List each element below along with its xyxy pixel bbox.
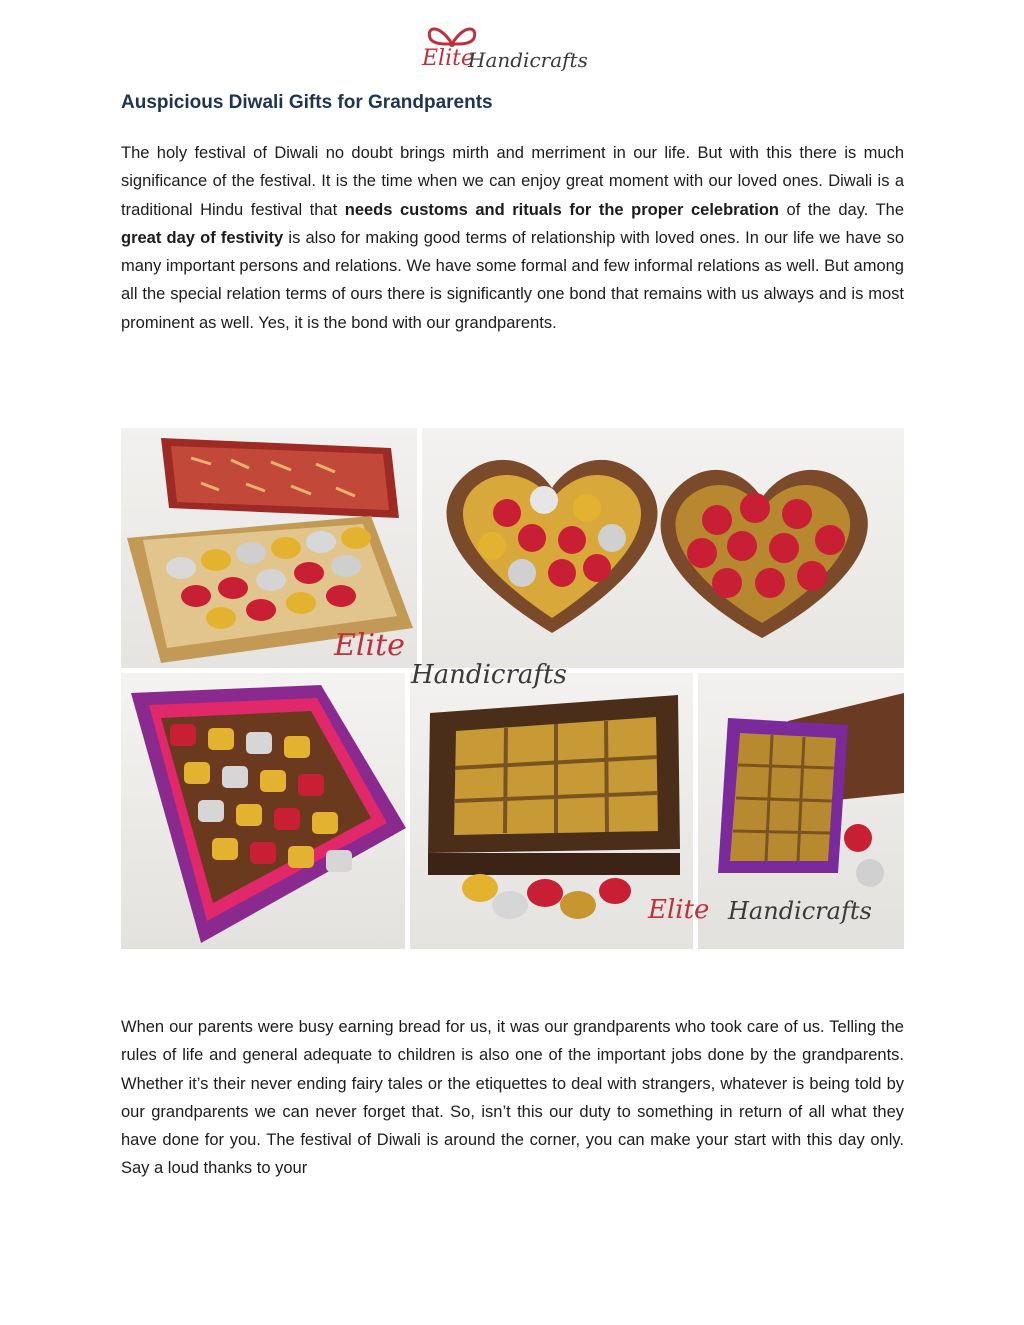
photo-purple-box	[121, 673, 405, 949]
intro-text-3: is also for making good terms of relationship with loved ones. In our life we have so many important persons and relations. We have some formal and few informal relations as well. But among all the special relation terms of ours there is significantly one bond that remains with us always and is most prominent as well. Yes, it is the bond with our grandparents.	[121, 228, 904, 332]
chocolate-piece	[208, 728, 234, 750]
chocolate-piece	[184, 762, 210, 784]
chocolate-piece	[284, 736, 310, 758]
chocolate-piece	[198, 800, 224, 822]
chocolate-piece	[260, 770, 286, 792]
collage-watermark-1-handicrafts: Handicrafts	[411, 660, 567, 690]
chocolate-piece	[246, 732, 272, 754]
page-title: Auspicious Diwali Gifts for Grandparents	[121, 92, 493, 113]
brand-logo	[410, 18, 590, 84]
body-paragraph: When our parents were busy earning bread for us, it was our grandparents who took care of us. Telling the rules of life and general adequate to children is also one of the important jobs done by the grandparents. Whether it’s their never ending fairy tales or the etiquettes to deal with strangers, whatever is being told by our grandparents we can never forget that. So, isn’t this our duty to something in return of all what they have done for you. The festival of Diwali is around the corner, you can make your start with this day only. Say a loud thanks to your	[121, 1018, 904, 1178]
product-photo-collage	[121, 428, 904, 949]
collage-watermark-1-elite: Elite	[334, 628, 405, 663]
chocolate-piece	[326, 850, 352, 872]
chocolate-piece	[250, 842, 276, 864]
chocolate-piece	[274, 808, 300, 830]
chocolate-piece	[236, 804, 262, 826]
intro-text-2: of the day. The	[779, 200, 904, 219]
photo-heart-boxes	[334, 428, 904, 668]
intro-text-1: The holy festival of Diwali no doubt brings mirth and merriment in our life. But with this there is much significance of the festival. It is the time when we can enjoy great moment with our loved ones. Diwali is a traditional Hindu festival that	[121, 144, 904, 219]
chocolate-piece	[222, 766, 248, 788]
purple-box-illustration	[121, 673, 405, 949]
heart-boxes-illustration	[422, 428, 904, 668]
chocolate-piece	[212, 838, 238, 860]
logo-word-handicrafts: Handicrafts	[468, 48, 588, 72]
logo-word-elite: Elite	[422, 46, 474, 71]
intro-bold-2: great day of festivity	[121, 228, 284, 247]
chocolate-piece	[312, 812, 338, 834]
chocolate-piece	[288, 846, 314, 868]
intro-paragraph	[121, 139, 904, 337]
chocolate-piece	[170, 724, 196, 746]
collage-watermark-2-elite: Elite	[648, 895, 710, 925]
photo-purple-box-with-lid	[648, 673, 904, 949]
chocolate-piece	[298, 774, 324, 796]
intro-bold-1: needs customs and rituals for the proper celebration	[344, 200, 779, 219]
collage-watermark-2-handicrafts: Handicrafts	[728, 897, 872, 925]
